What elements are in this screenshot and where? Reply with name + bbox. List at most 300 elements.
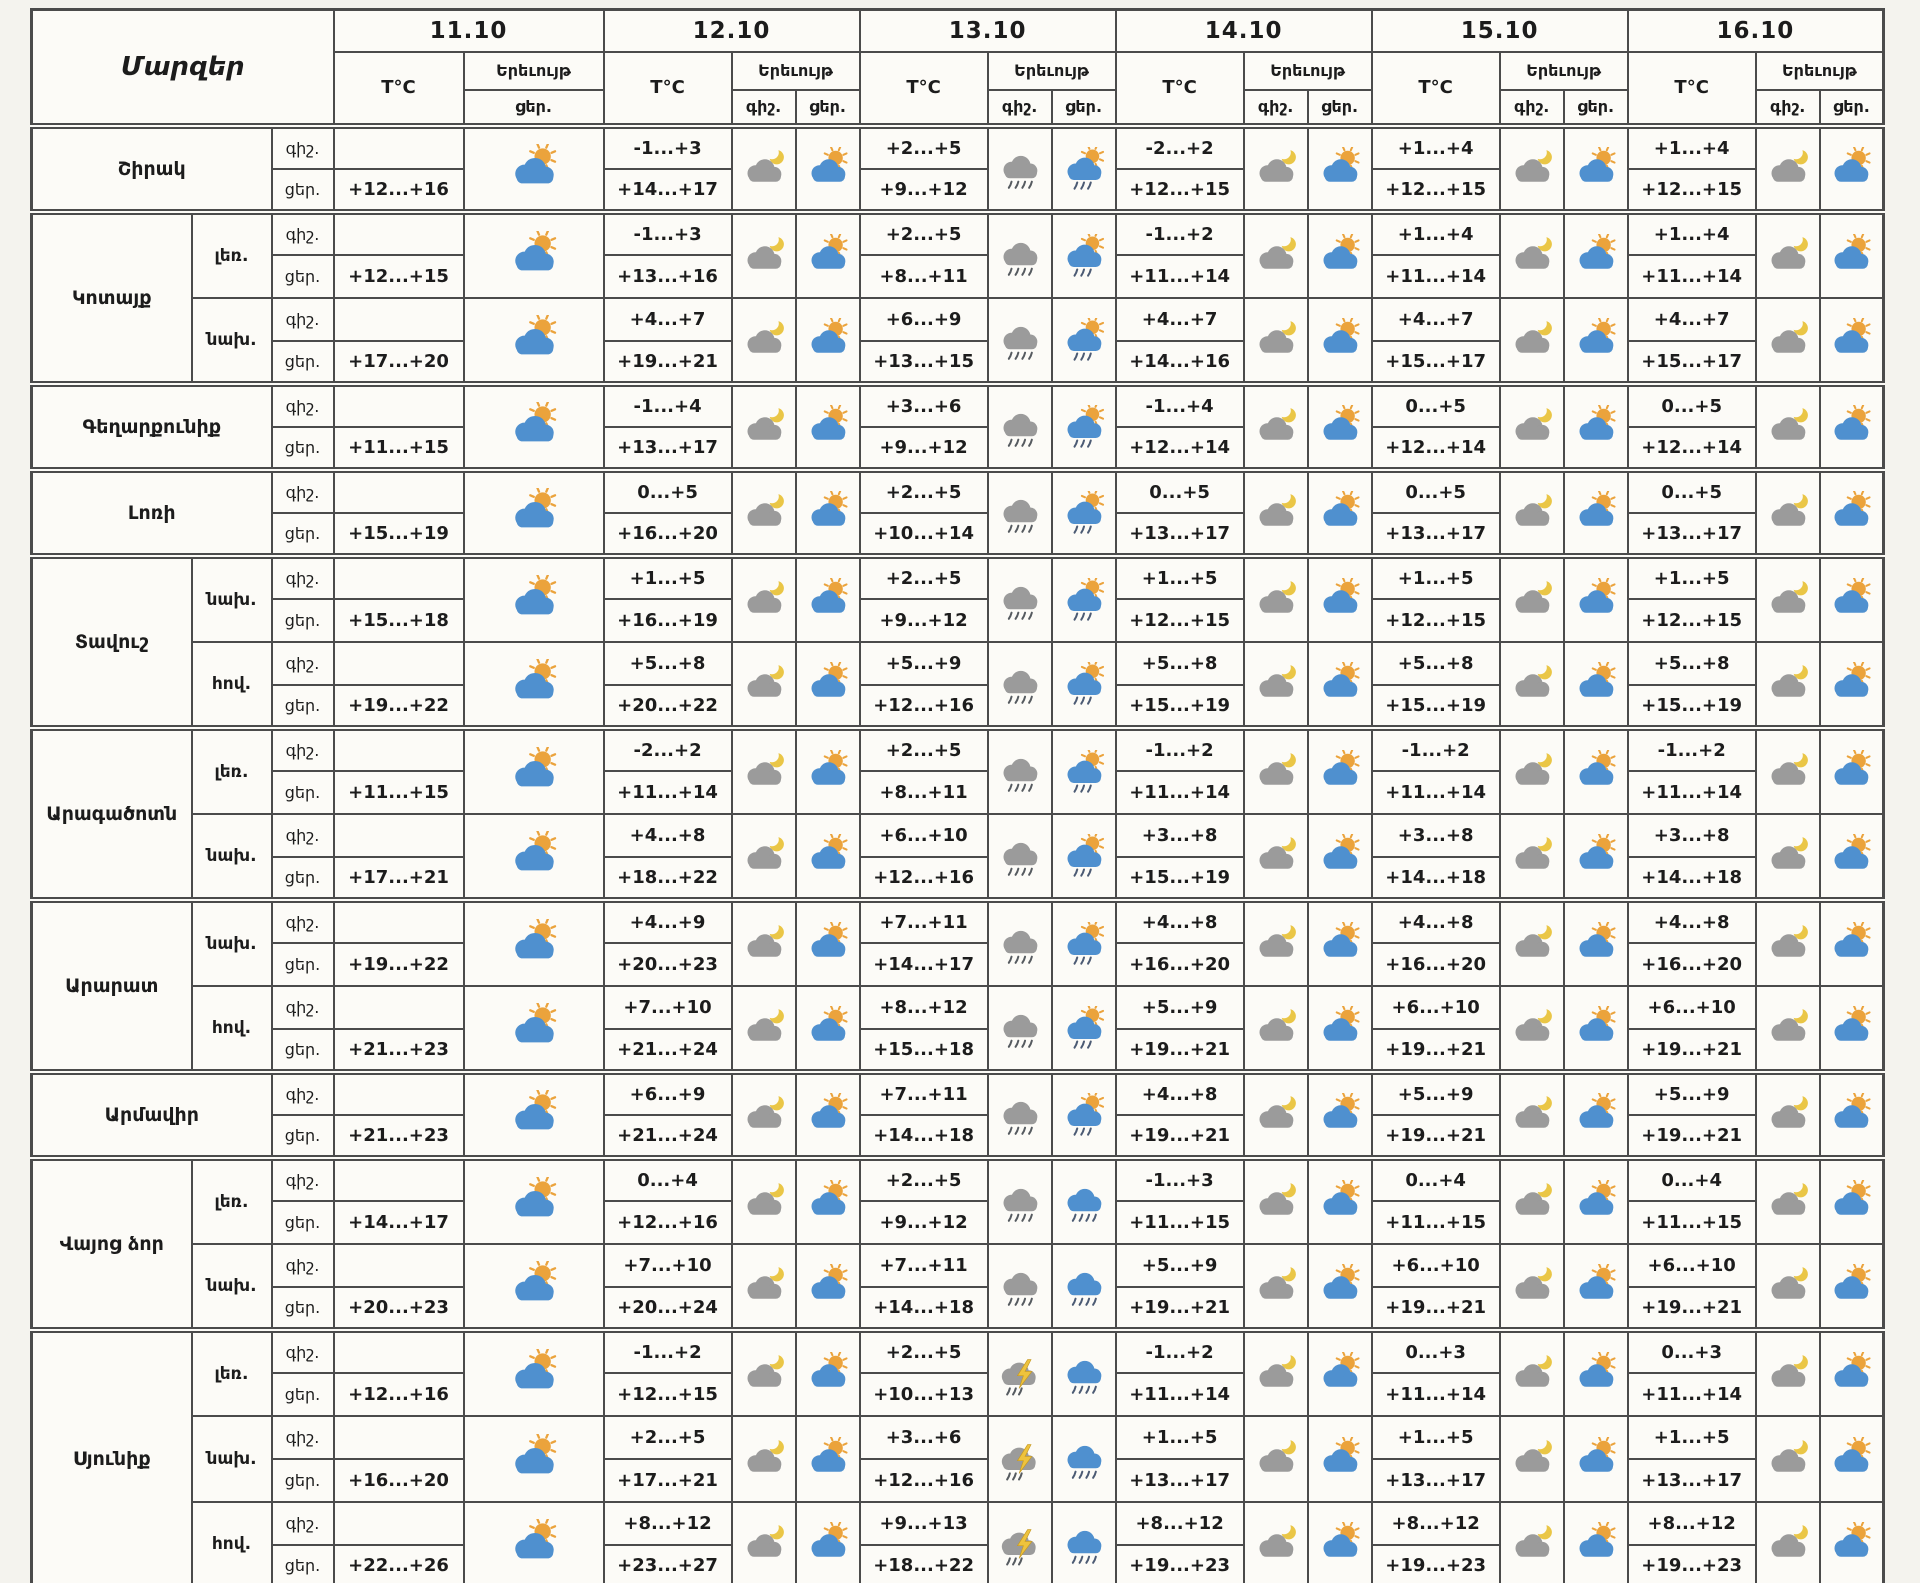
night-temp: +9...+13 [860, 1502, 988, 1545]
day-temp: +19...+21 [1116, 1287, 1244, 1330]
night-temp: -1...+3 [604, 212, 732, 255]
day-temp: +19...+21 [1372, 1115, 1500, 1158]
day-temp: +13...+17 [1628, 513, 1756, 556]
day-temp: +12...+15 [334, 255, 464, 298]
day-row-label: ցեր. [272, 341, 334, 384]
night-temp: +3...+8 [1372, 814, 1500, 857]
temp-header: T°C [1372, 52, 1500, 126]
night-row [32, 642, 1884, 685]
night-temp: -1...+2 [1116, 728, 1244, 771]
sun-cloud-icon [1308, 384, 1372, 470]
sun-cloud-icon [796, 1072, 860, 1158]
sun-cloud-icon [1820, 728, 1884, 814]
temp-header: T°C [334, 52, 464, 126]
night-row-label: գիշ. [272, 1158, 334, 1201]
moon-cloud-icon [732, 728, 796, 814]
sun-cloud-icon [1820, 1244, 1884, 1330]
night-row-label: գիշ. [272, 126, 334, 169]
moon-cloud-icon [1756, 126, 1820, 212]
night-temp: 0...+5 [1116, 470, 1244, 513]
moon-cloud-icon [1756, 900, 1820, 986]
date-header-16-10: 16.10 [1628, 10, 1884, 52]
day-temp: +11...+15 [1372, 1201, 1500, 1244]
sun-cloud-icon [1820, 212, 1884, 298]
rain-blue-icon [1052, 1330, 1116, 1416]
moon-cloud-icon [732, 1330, 796, 1416]
night-temp [334, 1244, 464, 1287]
sun-rain-icon [1052, 1072, 1116, 1158]
night-temp: +4...+7 [1372, 298, 1500, 341]
moon-cloud-icon [732, 814, 796, 900]
night-temp: +3...+8 [1116, 814, 1244, 857]
night-temp: +4...+7 [1628, 298, 1756, 341]
night-temp [334, 298, 464, 341]
day-temp: +19...+21 [1116, 1115, 1244, 1158]
day-temp: +19...+23 [1372, 1545, 1500, 1583]
sun-cloud-icon [1564, 384, 1628, 470]
day-temp: +19...+23 [1116, 1545, 1244, 1583]
sun-cloud-icon [1308, 126, 1372, 212]
sun-cloud-icon [1308, 642, 1372, 728]
day-temp: +16...+20 [1116, 943, 1244, 986]
day-temp: +11...+14 [1372, 1373, 1500, 1416]
sun-cloud-icon [464, 1158, 604, 1244]
night-temp: +5...+9 [1116, 1244, 1244, 1287]
day-temp: +16...+20 [1372, 943, 1500, 986]
night-temp: +7...+10 [604, 986, 732, 1029]
day-temp: +12...+14 [1372, 427, 1500, 470]
day-temp: +13...+17 [604, 427, 732, 470]
table-header [32, 10, 1884, 126]
day-temp: +9...+12 [860, 427, 988, 470]
night-temp: 0...+4 [1628, 1158, 1756, 1201]
night-temp [334, 1502, 464, 1545]
forecast-table [30, 8, 1885, 1583]
night-temp: +6...+9 [860, 298, 988, 341]
night-row-label: գիշ. [272, 384, 334, 427]
day-temp: +13...+17 [1116, 1459, 1244, 1502]
night-temp: +6...+10 [860, 814, 988, 857]
region-name: Սյունիք [32, 1330, 192, 1583]
day-temp: +18...+22 [860, 1545, 988, 1583]
day-temp: +12...+15 [604, 1373, 732, 1416]
night-row-label: գիշ. [272, 728, 334, 771]
sun-cloud-icon [464, 642, 604, 728]
moon-cloud-icon [1756, 212, 1820, 298]
day-temp: +19...+21 [1372, 1287, 1500, 1330]
day-temp: +15...+17 [1372, 341, 1500, 384]
day-temp: +15...+19 [1116, 857, 1244, 900]
night-temp [334, 1072, 464, 1115]
night-temp: +1...+5 [604, 556, 732, 599]
sun-cloud-icon [1308, 728, 1372, 814]
night-temp: +4...+8 [1628, 900, 1756, 943]
moon-cloud-icon [1244, 814, 1308, 900]
day-temp: +11...+14 [604, 771, 732, 814]
day-temp: +14...+17 [860, 943, 988, 986]
moon-cloud-icon [1500, 470, 1564, 556]
sun-cloud-icon [1820, 126, 1884, 212]
phenomenon-header: Երեւույթ [1500, 52, 1628, 90]
rain-blue-icon [1052, 1416, 1116, 1502]
night-row-label: գիշ. [272, 1502, 334, 1545]
phenomenon-header: Երեւույթ [988, 52, 1116, 90]
sun-cloud-icon [464, 470, 604, 556]
night-temp: +2...+5 [604, 1416, 732, 1459]
sun-cloud-icon [796, 1158, 860, 1244]
day-temp: +12...+14 [1116, 427, 1244, 470]
day-temp: +14...+18 [1628, 857, 1756, 900]
day-temp: +11...+14 [1628, 1373, 1756, 1416]
sun-cloud-icon [1308, 470, 1372, 556]
night-temp: +7...+11 [860, 1244, 988, 1287]
day-row-label: ցեր. [272, 1287, 334, 1330]
night-temp: -1...+2 [1628, 728, 1756, 771]
sun-cloud-icon [1308, 900, 1372, 986]
night-temp: -1...+4 [604, 384, 732, 427]
day-temp: +13...+17 [1372, 1459, 1500, 1502]
night-temp [334, 642, 464, 685]
sun-cloud-icon [796, 212, 860, 298]
night-temp: +1...+4 [1372, 212, 1500, 255]
day-temp: +12...+16 [860, 1459, 988, 1502]
night-temp: 0...+3 [1628, 1330, 1756, 1373]
moon-cloud-icon [1244, 1330, 1308, 1416]
day-row-label: ցեր. [272, 771, 334, 814]
day-temp: +12...+15 [1628, 169, 1756, 212]
night-temp: +5...+9 [1372, 1072, 1500, 1115]
zone-label: լեռ. [192, 1330, 272, 1416]
zone-label: նախ. [192, 1416, 272, 1502]
night-temp: +3...+6 [860, 384, 988, 427]
moon-cloud-icon [1500, 298, 1564, 384]
sun-cloud-icon [1564, 1244, 1628, 1330]
day-temp: +19...+21 [604, 341, 732, 384]
moon-cloud-icon [1756, 1072, 1820, 1158]
moon-cloud-icon [1756, 1416, 1820, 1502]
day-temp: +8...+11 [860, 255, 988, 298]
night-temp: -1...+2 [1116, 1330, 1244, 1373]
moon-cloud-icon [1500, 728, 1564, 814]
night-row [32, 814, 1884, 857]
night-temp [334, 212, 464, 255]
night-temp: +5...+8 [1628, 642, 1756, 685]
rain-blue-icon [1052, 1244, 1116, 1330]
night-temp: 0...+4 [1372, 1158, 1500, 1201]
rain-icon [988, 212, 1052, 298]
night-temp: +6...+10 [1372, 986, 1500, 1029]
rain-blue-icon [1052, 1502, 1116, 1583]
sun-cloud-icon [1308, 1416, 1372, 1502]
night-temp: +5...+8 [1372, 642, 1500, 685]
moon-cloud-icon [1756, 384, 1820, 470]
day-row-label: ցեր. [272, 857, 334, 900]
day-subheader: ցեր. [796, 90, 860, 126]
date-header-15-10: 15.10 [1372, 10, 1628, 52]
night-temp: +1...+5 [1116, 556, 1244, 599]
day-temp: +19...+21 [1628, 1115, 1756, 1158]
night-temp: +4...+7 [1116, 298, 1244, 341]
night-temp: 0...+5 [1372, 470, 1500, 513]
day-temp: +21...+23 [334, 1115, 464, 1158]
moon-cloud-icon [1244, 1502, 1308, 1583]
day-temp: +21...+24 [604, 1029, 732, 1072]
night-temp: +3...+8 [1628, 814, 1756, 857]
night-row [32, 1158, 1884, 1201]
night-row [32, 556, 1884, 599]
sun-cloud-icon [1308, 1244, 1372, 1330]
sun-cloud-icon [1820, 470, 1884, 556]
night-temp [334, 900, 464, 943]
sun-cloud-icon [1308, 1158, 1372, 1244]
sun-cloud-icon [1564, 1158, 1628, 1244]
thunder-icon [988, 1330, 1052, 1416]
night-temp: 0...+5 [604, 470, 732, 513]
night-temp: +8...+12 [1628, 1502, 1756, 1545]
phenomenon-header: Երեւույթ [1244, 52, 1372, 90]
sun-cloud-icon [464, 1244, 604, 1330]
moon-cloud-icon [732, 1072, 796, 1158]
night-row [32, 1244, 1884, 1287]
sun-cloud-icon [1820, 1158, 1884, 1244]
sun-cloud-icon [1564, 1416, 1628, 1502]
night-temp: +6...+10 [1628, 986, 1756, 1029]
night-row-label: գիշ. [272, 814, 334, 857]
day-temp: +11...+14 [1628, 771, 1756, 814]
day-temp: +9...+12 [860, 169, 988, 212]
day-temp: +12...+14 [1628, 427, 1756, 470]
night-temp [334, 384, 464, 427]
moon-cloud-icon [1756, 728, 1820, 814]
sun-cloud-icon [464, 556, 604, 642]
moon-cloud-icon [1500, 556, 1564, 642]
day-temp: +9...+12 [860, 1201, 988, 1244]
date-header-13-10: 13.10 [860, 10, 1116, 52]
sun-cloud-icon [464, 1330, 604, 1416]
sun-cloud-icon [1820, 1416, 1884, 1502]
sun-cloud-icon [1564, 212, 1628, 298]
day-temp: +17...+21 [334, 857, 464, 900]
rain-icon [988, 986, 1052, 1072]
night-row-label: գիշ. [272, 900, 334, 943]
moon-cloud-icon [1244, 556, 1308, 642]
forecast-body [32, 126, 1884, 1583]
night-temp: +1...+4 [1628, 212, 1756, 255]
day-temp: +12...+16 [334, 169, 464, 212]
night-row-label: գիշ. [272, 470, 334, 513]
day-temp: +15...+19 [1628, 685, 1756, 728]
day-temp: +12...+15 [1116, 599, 1244, 642]
night-subheader: գիշ. [1244, 90, 1308, 126]
sun-cloud-icon [464, 298, 604, 384]
day-temp: +11...+14 [1116, 255, 1244, 298]
day-temp: +20...+22 [604, 685, 732, 728]
sun-cloud-icon [1820, 556, 1884, 642]
day-temp: +14...+18 [860, 1287, 988, 1330]
day-temp: +19...+21 [1628, 1287, 1756, 1330]
night-temp: +2...+5 [860, 470, 988, 513]
day-row-label: ցեր. [272, 427, 334, 470]
moon-cloud-icon [1500, 1158, 1564, 1244]
day-temp: +13...+16 [604, 255, 732, 298]
moon-cloud-icon [1756, 986, 1820, 1072]
night-temp: +1...+5 [1628, 556, 1756, 599]
day-temp: +23...+27 [604, 1545, 732, 1583]
day-row-label: ցեր. [272, 1029, 334, 1072]
region-name: Կոտայք [32, 212, 192, 384]
zone-label: նախ. [192, 1244, 272, 1330]
night-temp: -1...+2 [1116, 212, 1244, 255]
night-temp: +5...+8 [1116, 642, 1244, 685]
sun-cloud-icon [1820, 642, 1884, 728]
moon-cloud-icon [732, 126, 796, 212]
night-temp: +2...+5 [860, 1158, 988, 1201]
night-subheader: գիշ. [732, 90, 796, 126]
day-temp: +11...+15 [334, 771, 464, 814]
zone-label: լեռ. [192, 1158, 272, 1244]
night-row-label: գիշ. [272, 556, 334, 599]
night-temp [334, 1158, 464, 1201]
moon-cloud-icon [1244, 1244, 1308, 1330]
sun-cloud-icon [464, 900, 604, 986]
day-temp: +19...+22 [334, 943, 464, 986]
night-temp: +4...+8 [1372, 900, 1500, 943]
night-temp: +4...+8 [1116, 900, 1244, 943]
night-temp: +5...+9 [1116, 986, 1244, 1029]
moon-cloud-icon [1244, 212, 1308, 298]
rain-icon [988, 1072, 1052, 1158]
day-row-label: ցեր. [272, 1201, 334, 1244]
night-row [32, 126, 1884, 169]
moon-cloud-icon [732, 1158, 796, 1244]
night-temp: +8...+12 [1372, 1502, 1500, 1545]
day-temp: +10...+14 [860, 513, 988, 556]
day-temp: +16...+20 [334, 1459, 464, 1502]
sun-rain-icon [1052, 728, 1116, 814]
day-temp: +12...+15 [1116, 169, 1244, 212]
night-temp: +5...+9 [1628, 1072, 1756, 1115]
sun-cloud-icon [1820, 986, 1884, 1072]
moon-cloud-icon [1244, 1416, 1308, 1502]
temp-header: T°C [604, 52, 732, 126]
sun-cloud-icon [1308, 1330, 1372, 1416]
region-name: Վայոց ձոր [32, 1158, 192, 1330]
night-row [32, 986, 1884, 1029]
sun-cloud-icon [1564, 1502, 1628, 1583]
sun-cloud-icon [1564, 470, 1628, 556]
night-temp: -1...+2 [604, 1330, 732, 1373]
day-temp: +11...+15 [334, 427, 464, 470]
zone-label: հով. [192, 1502, 272, 1583]
regions-header: Մարզեր [32, 10, 334, 126]
night-temp: +1...+5 [1372, 556, 1500, 599]
day-temp: +20...+23 [334, 1287, 464, 1330]
day-temp: +11...+14 [1116, 771, 1244, 814]
sun-cloud-icon [1308, 814, 1372, 900]
moon-cloud-icon [1500, 1416, 1564, 1502]
sun-cloud-icon [796, 1330, 860, 1416]
sun-cloud-icon [1308, 1072, 1372, 1158]
night-temp: +6...+10 [1628, 1244, 1756, 1287]
sun-cloud-icon [796, 1244, 860, 1330]
day-temp: +20...+23 [604, 943, 732, 986]
date-header-14-10: 14.10 [1116, 10, 1372, 52]
sun-rain-icon [1052, 900, 1116, 986]
moon-cloud-icon [732, 900, 796, 986]
sun-cloud-icon [796, 728, 860, 814]
day-temp: +15...+18 [860, 1029, 988, 1072]
rain-icon [988, 384, 1052, 470]
moon-cloud-icon [732, 1416, 796, 1502]
sun-cloud-icon [1820, 1502, 1884, 1583]
sun-cloud-icon [1308, 298, 1372, 384]
sun-cloud-icon [464, 814, 604, 900]
sun-cloud-icon [796, 384, 860, 470]
day-row-label: ցեր. [272, 1115, 334, 1158]
night-row-label: գիշ. [272, 642, 334, 685]
region-name: Տավուշ [32, 556, 192, 728]
night-temp: +1...+4 [1372, 126, 1500, 169]
region-name: Արարատ [32, 900, 192, 1072]
night-temp: +4...+8 [1116, 1072, 1244, 1115]
day-temp: +15...+19 [334, 513, 464, 556]
sun-cloud-icon [796, 814, 860, 900]
moon-cloud-icon [732, 642, 796, 728]
day-temp: +12...+15 [1372, 169, 1500, 212]
day-temp: +9...+12 [860, 599, 988, 642]
sun-rain-icon [1052, 212, 1116, 298]
rain-icon [988, 126, 1052, 212]
sun-cloud-icon [464, 126, 604, 212]
region-name: Արմավիր [32, 1072, 272, 1158]
day-row-label: ցեր. [272, 513, 334, 556]
region-name: Շիրակ [32, 126, 272, 212]
rain-icon [988, 298, 1052, 384]
day-temp: +16...+20 [604, 513, 732, 556]
day-row-label: ցեր. [272, 599, 334, 642]
moon-cloud-icon [732, 1244, 796, 1330]
sun-cloud-icon [1308, 986, 1372, 1072]
moon-cloud-icon [1756, 1158, 1820, 1244]
moon-cloud-icon [1756, 642, 1820, 728]
sun-rain-icon [1052, 642, 1116, 728]
sun-cloud-icon [464, 986, 604, 1072]
day-temp: +17...+21 [604, 1459, 732, 1502]
night-temp: +1...+5 [1116, 1416, 1244, 1459]
thunder-icon [988, 1502, 1052, 1583]
night-row [32, 1330, 1884, 1373]
zone-label: հով. [192, 986, 272, 1072]
rain-icon [988, 1244, 1052, 1330]
day-temp: +20...+24 [604, 1287, 732, 1330]
moon-cloud-icon [1500, 126, 1564, 212]
day-temp: +19...+21 [1116, 1029, 1244, 1072]
day-row-label: ցեր. [272, 1545, 334, 1583]
day-temp: +22...+26 [334, 1545, 464, 1583]
rain-icon [988, 814, 1052, 900]
night-temp: +8...+12 [604, 1502, 732, 1545]
sun-cloud-icon [796, 298, 860, 384]
sun-cloud-icon [1564, 814, 1628, 900]
day-temp: +14...+17 [334, 1201, 464, 1244]
night-temp: +8...+12 [1116, 1502, 1244, 1545]
phenomenon-header: Երեւույթ [732, 52, 860, 90]
night-temp: +4...+9 [604, 900, 732, 943]
moon-cloud-icon [1756, 1244, 1820, 1330]
day-temp: +11...+14 [1116, 1373, 1244, 1416]
moon-cloud-icon [732, 212, 796, 298]
moon-cloud-icon [732, 556, 796, 642]
